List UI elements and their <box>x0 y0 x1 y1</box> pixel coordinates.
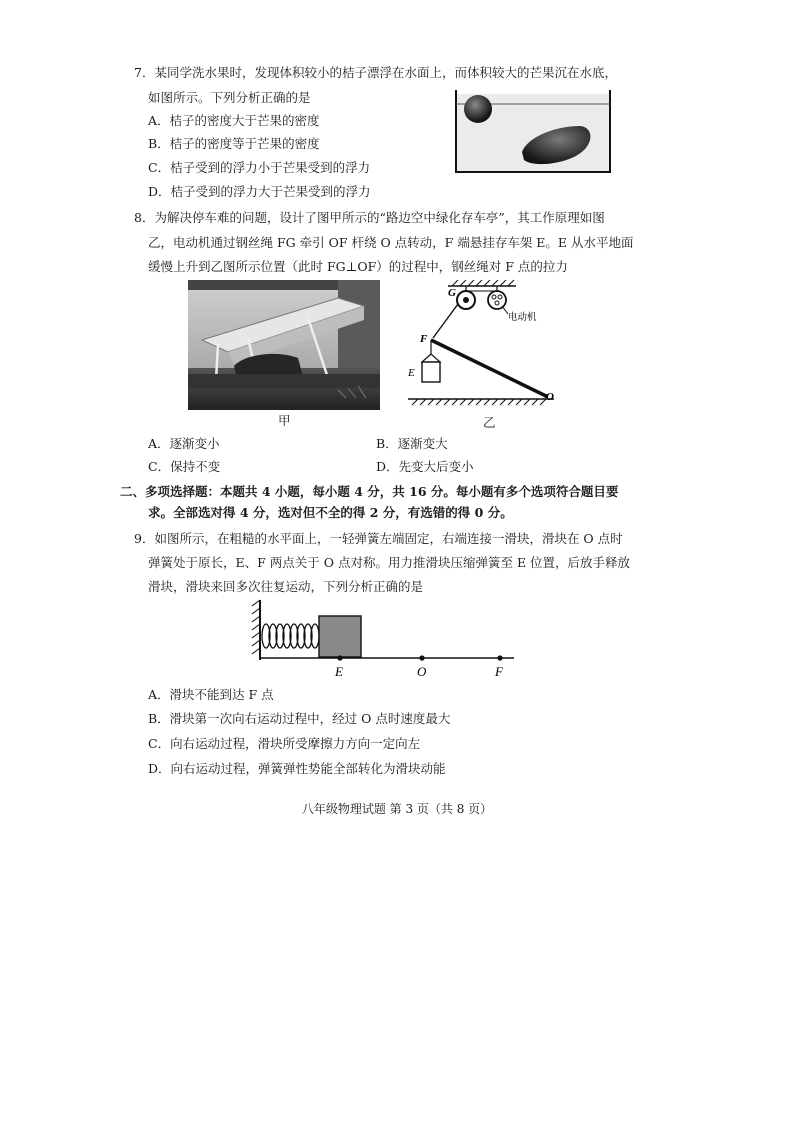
q8-option-b: B．逐渐变大 <box>376 436 448 451</box>
slider-block <box>319 616 361 657</box>
q8-stem-line2: 乙，电动机通过钢丝绳 FG 牵引 OF 杆绕 O 点转动，F 端悬挂存车架 E。E 从水平地面 <box>148 235 634 250</box>
q9-stem-line1: 9．如图所示，在粗糙的水平面上，一轻弹簧左端固定，右端连接一滑块，滑块在 O 点时 <box>134 531 623 546</box>
q9-option-d: D．向右运动过程，弹簧弹性势能全部转化为滑块动能 <box>148 761 446 776</box>
q7-stem-line2: 如图所示。下列分析正确的是 <box>148 90 311 105</box>
q9-spring-figure <box>248 596 520 682</box>
q8-option-a: A．逐渐变小 <box>148 436 220 451</box>
orange-icon <box>464 95 492 123</box>
label-f: F <box>495 664 503 679</box>
q7-fruit-tank-figure <box>452 88 614 176</box>
spring-icon <box>262 624 319 648</box>
page-footer: 八年级物理试题 第 3 页（共 8 页） <box>301 802 493 816</box>
q8-option-c: C．保持不变 <box>148 459 221 474</box>
motor-icon <box>488 291 506 309</box>
q7-option-d: D．桔子受到的浮力大于芒果受到的浮力 <box>148 184 371 199</box>
q8-fig-yi-caption: 乙 <box>483 415 496 430</box>
q8-stem-line3: 缓慢上升到乙图所示位置（此时 FG⊥OF）的过程中，钢丝绳对 F 点的拉力 <box>148 259 568 274</box>
q7-option-a: A．桔子的密度大于芒果的密度 <box>148 113 320 128</box>
q9-option-b: B．滑块第一次向右运动过程中，经过 O 点时速度最大 <box>148 711 451 726</box>
label-o: O <box>546 391 554 403</box>
q9-stem-line3: 滑块，滑块来回多次往复运动，下列分析正确的是 <box>148 579 424 594</box>
label-f: F <box>420 333 428 345</box>
q8-stem-line1: 8．为解决停车难的问题，设计了图甲所示的“路边空中绿化存车亭”，其工作原理如图 <box>134 210 605 225</box>
q8-fig-jia-caption: 甲 <box>278 413 291 428</box>
q9-stem-line2: 弹簧处于原长，E、F 两点关于 O 点对称。用力推滑块压缩弹簧至 E 位置，后放手释放 <box>148 555 631 570</box>
q9-option-c: C．向右运动过程，滑块所受摩擦力方向一定向左 <box>148 736 421 751</box>
q8-schematic-yi <box>404 278 576 410</box>
q8-option-d: D．先变大后变小 <box>376 459 474 474</box>
label-o: O <box>417 664 427 679</box>
q7-option-b: B．桔子的密度等于芒果的密度 <box>148 136 320 151</box>
q7-stem-line1: 7．某同学洗水果时，发现体积较小的桔子漂浮在水面上，而体积较大的芒果沉在水底， <box>134 65 617 80</box>
q9-option-a: A．滑块不能到达 F 点 <box>148 687 274 702</box>
q7-option-c: C．桔子受到的浮力小于芒果受到的浮力 <box>148 160 371 175</box>
carrier-frame-e <box>422 362 440 382</box>
q8-photo-jia <box>188 280 380 410</box>
section2-heading-line2: 求。全部选对得 4 分，选对但不全的得 2 分，有选错的得 0 分。 <box>148 505 513 520</box>
label-e: E <box>408 367 415 379</box>
label-g: G <box>448 287 456 299</box>
label-e: E <box>335 664 343 679</box>
label-motor: 电动机 <box>508 312 537 323</box>
section2-heading-line1: 二、多项选择题：本题共 4 小题，每小题 4 分，共 16 分。每小题有多个选项符合题目要 <box>120 484 619 499</box>
